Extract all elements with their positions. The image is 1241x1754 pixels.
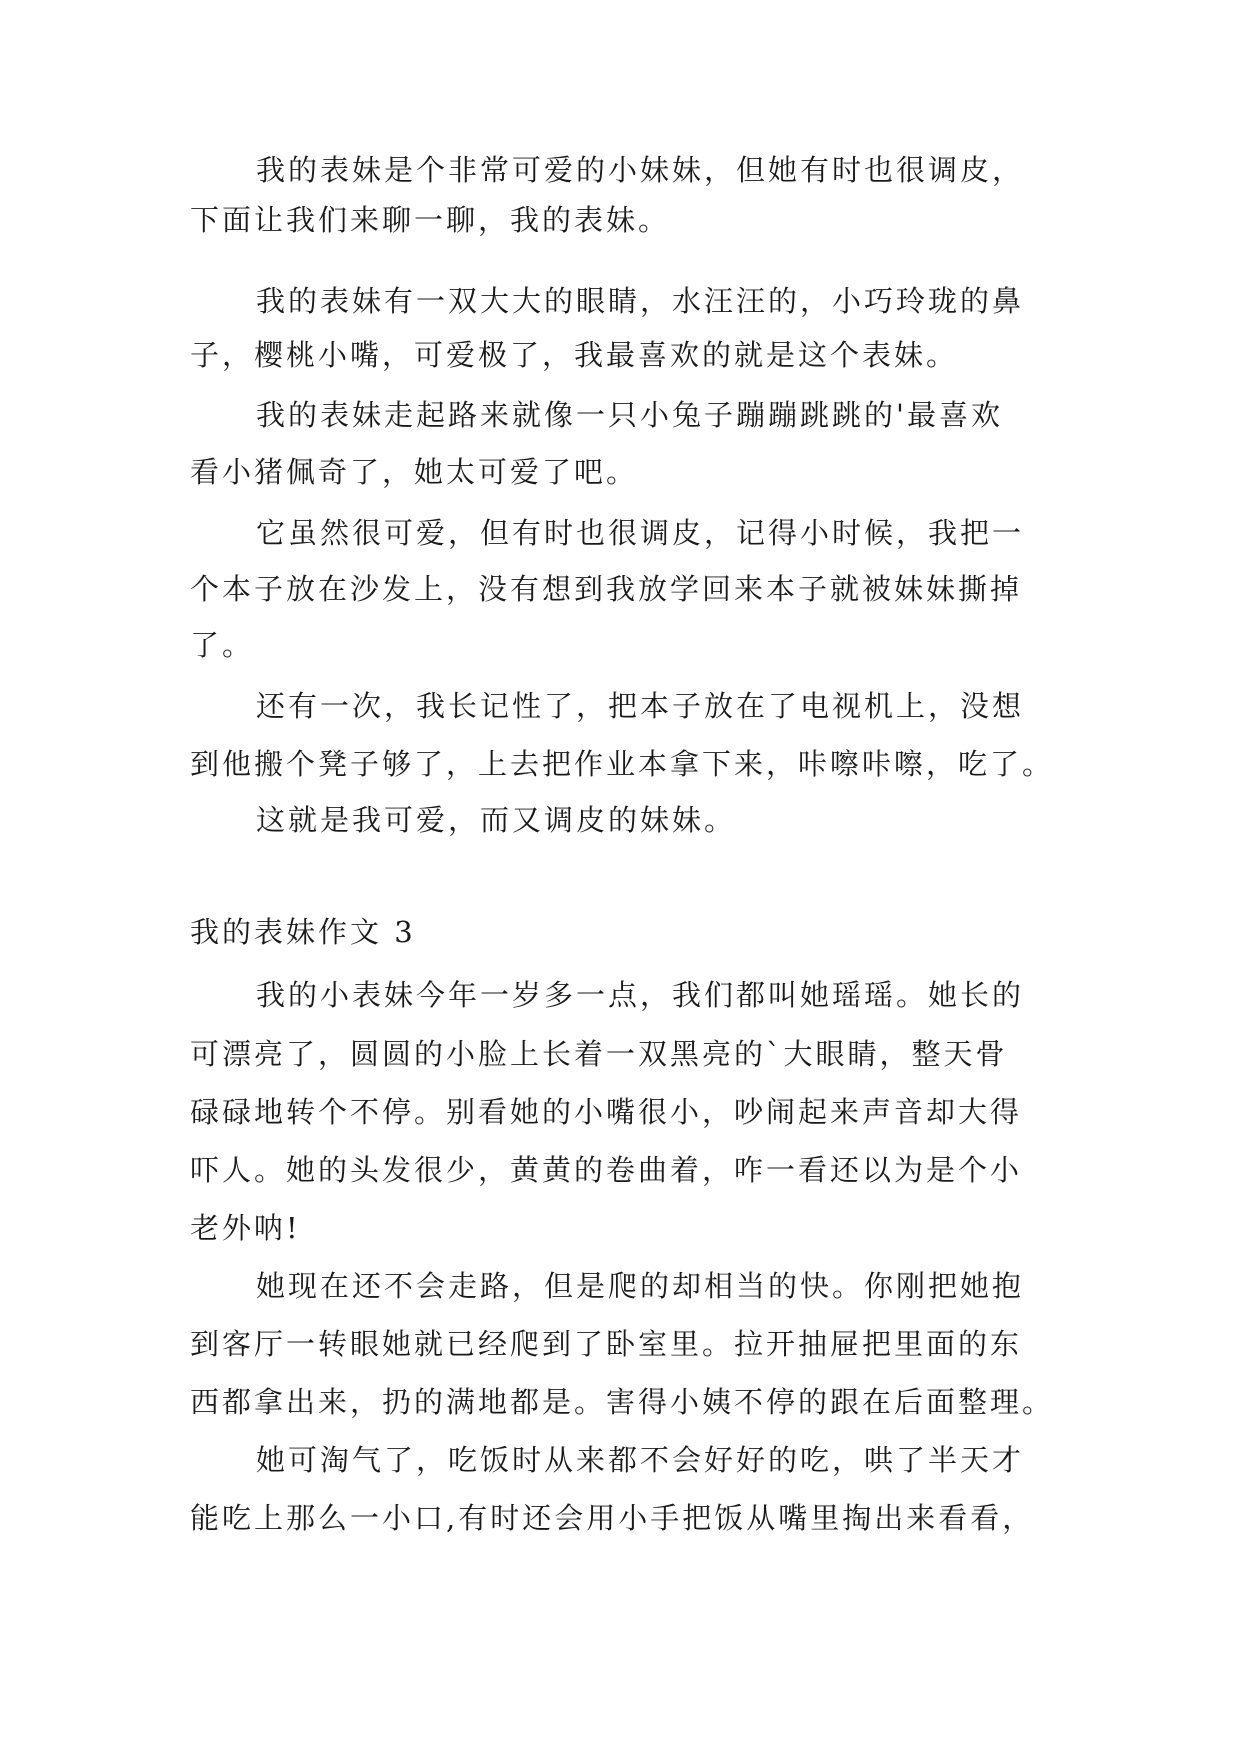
text-line: 看小猪佩奇了，她太可爱了吧。 (190, 455, 639, 489)
text-line: 还有一次，我长记性了，把本子放在了电视机上，没想 (256, 689, 1025, 723)
text-line: 到他搬个凳子够了，上去把作业本拿下来，咔嚓咔嚓，吃了。 (190, 747, 1055, 781)
text-line: 她现在还不会走路，但是爬的却相当的快。你刚把她抱 (256, 1269, 1025, 1303)
text-line: 可漂亮了，圆圆的小脸上长着一双黑亮的`大眼睛，整天骨 (190, 1037, 1008, 1071)
text-line: 我的表妹走起路来就像一只小兔子蹦蹦跳跳的'最喜欢 (256, 398, 1003, 432)
text-line: 个本子放在沙发上，没有想到我放学回来本子就被妹妹撕掉 (190, 572, 1023, 606)
text-line: 它虽然很可爱，但有时也很调皮，记得小时候，我把一 (256, 516, 1025, 550)
text-line: 子，樱桃小嘴，可爱极了，我最喜欢的就是这个表妹。 (190, 338, 959, 372)
text-line: 了。 (190, 628, 255, 662)
text-line: 到客厅一转眼她就已经爬到了卧室里。拉开抽屉把里面的东 (190, 1327, 1023, 1361)
text-line: 西都拿出来，扔的满地都是。害得小姨不停的跟在后面整理。 (190, 1385, 1055, 1419)
text-line: 这就是我可爱，而又调皮的妹妹。 (256, 803, 737, 837)
text-line: 我的小表妹今年一岁多一点，我们都叫她瑶瑶。她长的 (256, 978, 1025, 1012)
text-line: 我的表妹是个非常可爱的小妹妹，但她有时也很调皮， (256, 153, 1025, 187)
text-line: 她可淘气了，吃饭时从来都不会好好的吃，哄了半天才 (256, 1443, 1025, 1477)
section-heading: 我的表妹作文 3 (190, 915, 416, 949)
text-line: 下面让我们来聊一聊，我的表妹。 (190, 203, 671, 237)
text-line: 碌碌地转个不停。别看她的小嘴很小，吵闹起来声音却大得 (190, 1095, 1023, 1129)
text-line: 吓人。她的头发很少，黄黄的卷曲着，咋一看还以为是个小 (190, 1153, 1023, 1187)
text-line: 我的表妹有一双大大的眼睛，水汪汪的，小巧玲珑的鼻 (256, 284, 1025, 318)
text-line: 能吃上那么一小口,有时还会用小手把饭从嘴里掏出来看看， (190, 1501, 1035, 1535)
text-line: 老外呐! (190, 1211, 301, 1245)
